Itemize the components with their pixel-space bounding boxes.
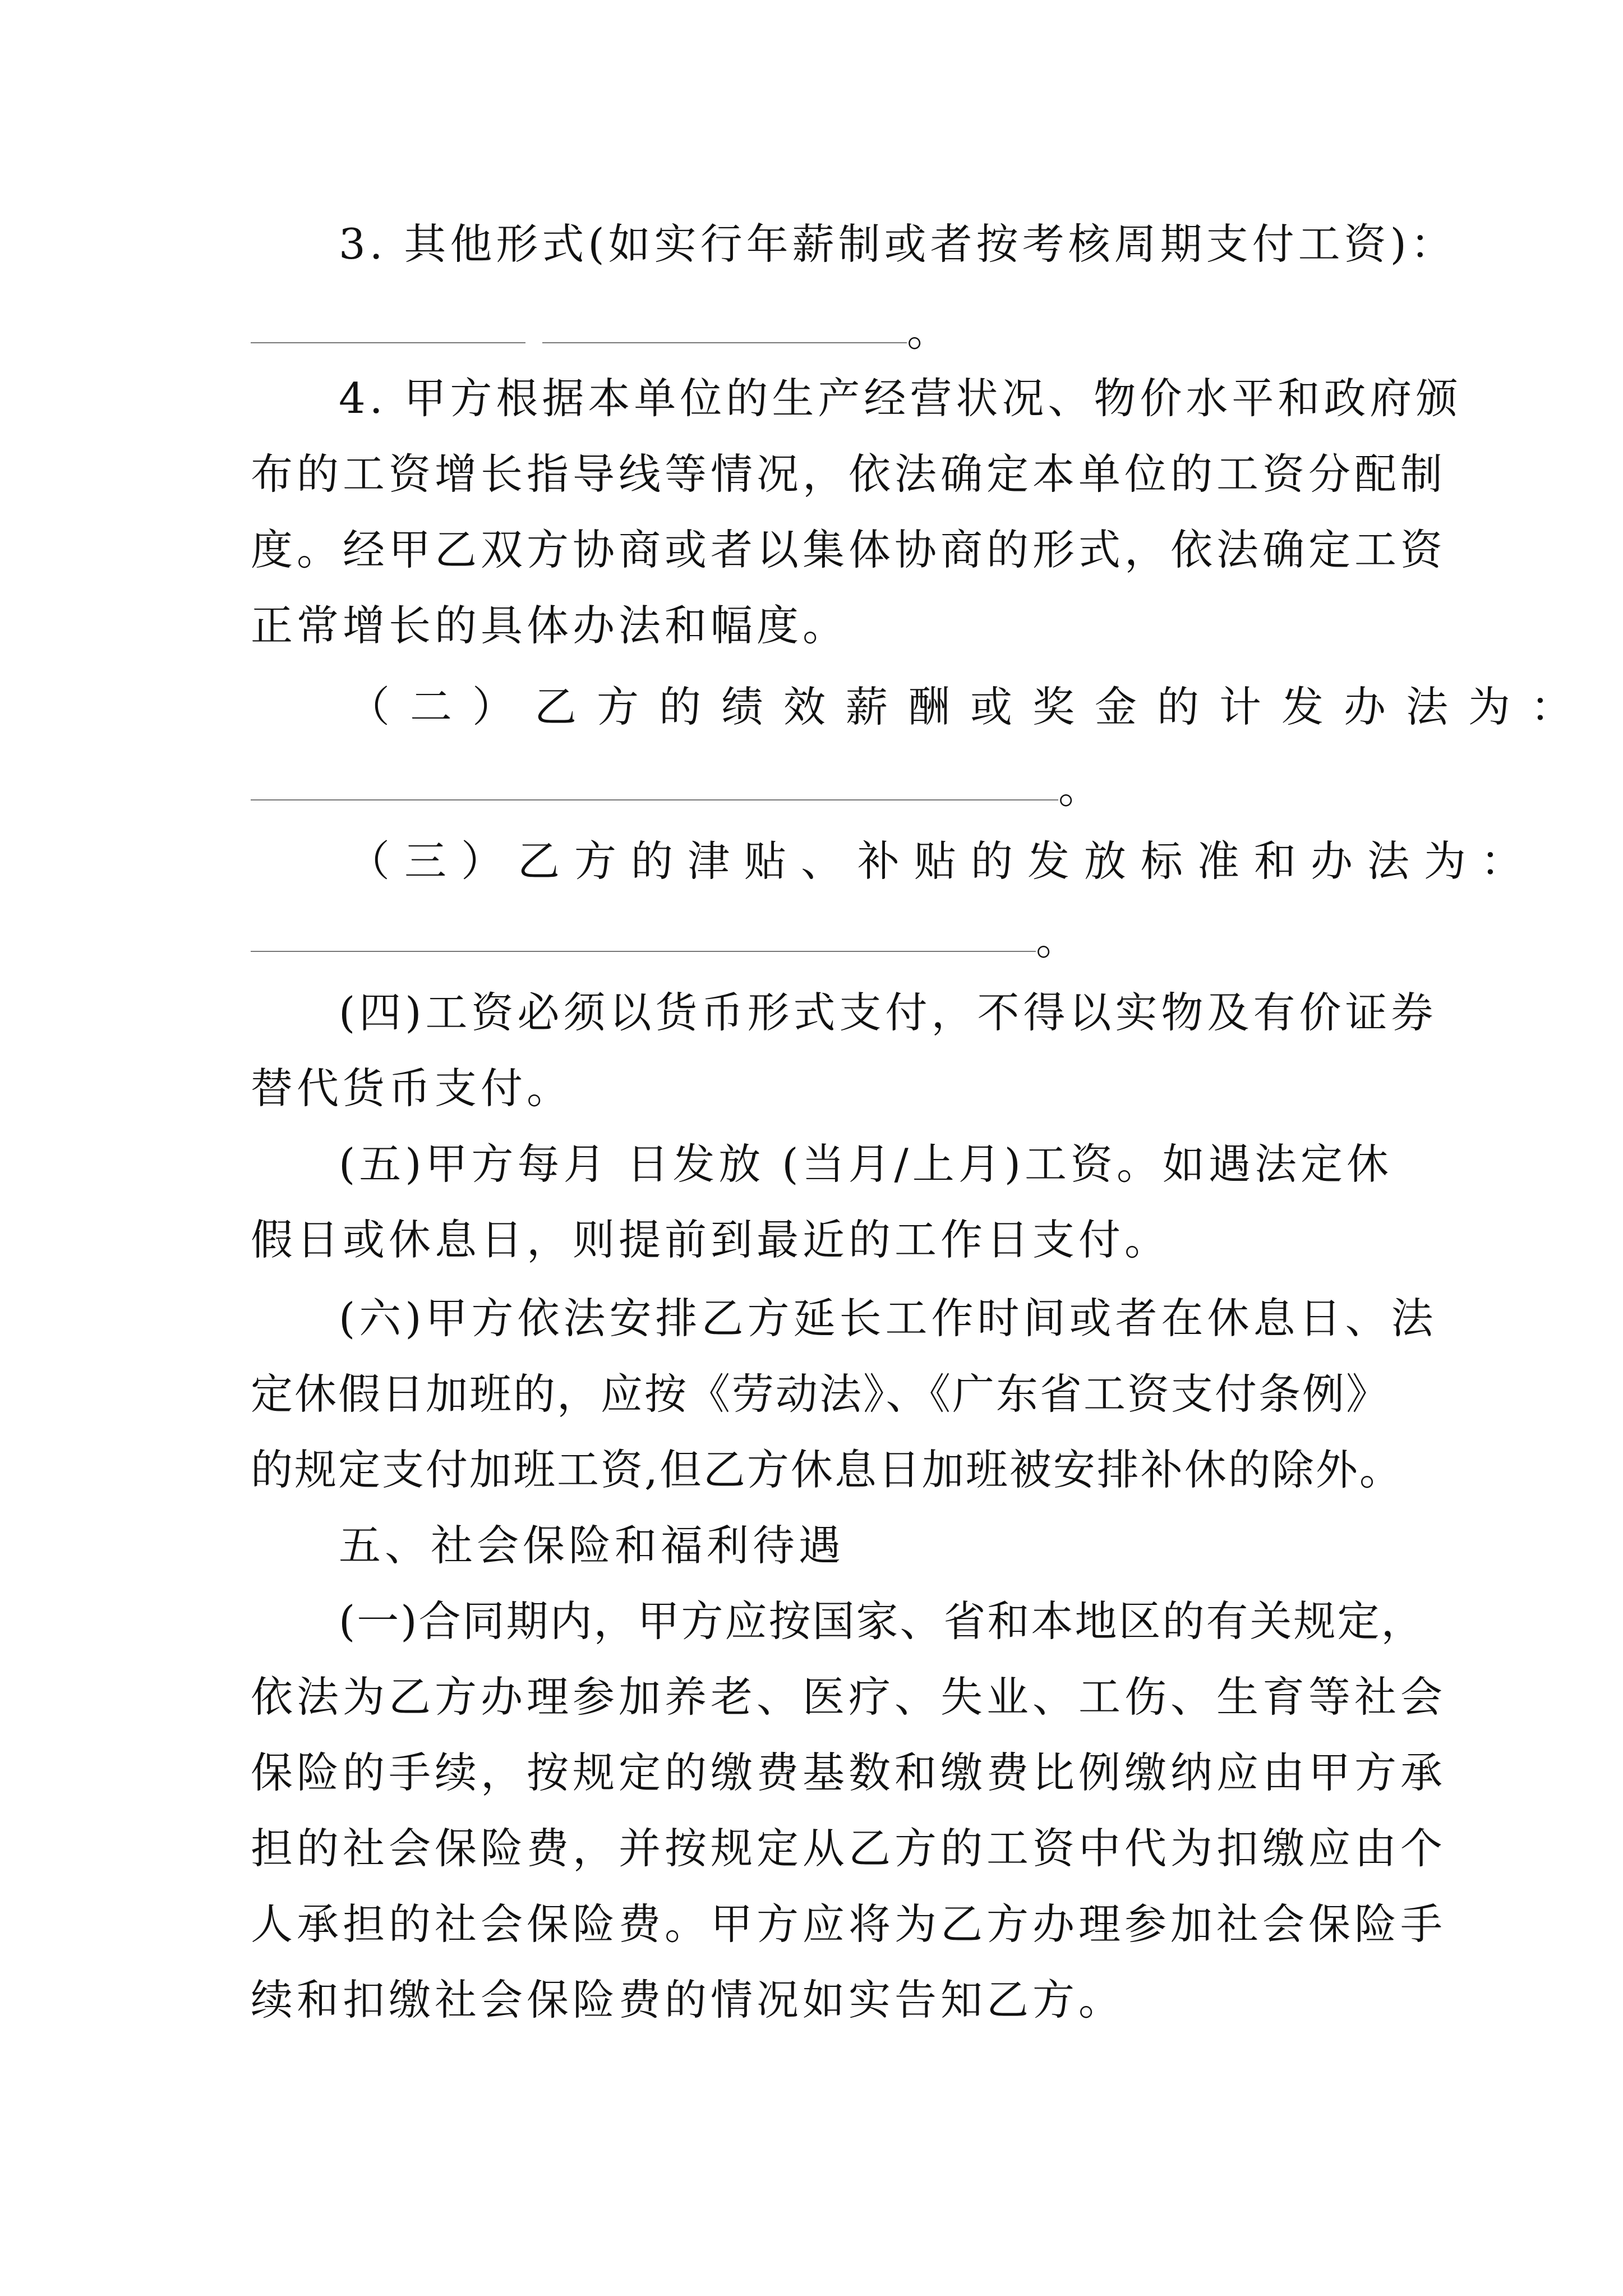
section-heading: 五、社会保险和福利待遇 (339, 1521, 845, 1570)
fill-in-line-1 (251, 303, 949, 359)
text-line-5: 度。经甲乙双方协商或者以集体协商的形式，依法确定工资 (251, 525, 1447, 574)
period-mark: 。 (1058, 763, 1101, 813)
text-line-11: (四)工资必须以货币形式支付，不得以实物及有价证券 (339, 988, 1437, 1037)
blank-underline (542, 342, 907, 343)
fill-in-line-2 (251, 760, 1100, 816)
blank-underline (251, 799, 1058, 800)
text-line-4: 布的工资增长指导线等情况，依法确定本单位的工资分配制 (251, 449, 1447, 499)
text-line-12: 替代货币支付。 (251, 1064, 573, 1113)
period-mark: 。 (907, 306, 949, 356)
text-line-6: 正常增长的具体办法和幅度。 (251, 601, 849, 650)
text-line-24: 续和扣缴社会保险费的情况如实告知乙方。 (251, 1975, 1125, 2024)
text-line-13: (五)甲方每月 日发放 (当月/上月)工资。如遇法定休 (339, 1139, 1393, 1189)
text-line-14: 假日或休息日，则提前到最近的工作日支付。 (251, 1215, 1171, 1264)
text-line-3: 4. 甲方根据本单位的生产经营状况、物价水平和政府颁 (339, 374, 1462, 423)
text-line-22: 担的社会保险费，并按规定从乙方的工资中代为扣缴应由个 (251, 1824, 1447, 1873)
period-mark: 。 (1036, 915, 1078, 964)
text-line-17: 的规定支付加班工资,但乙方休息日加班被安排补休的除外。 (251, 1445, 1403, 1494)
text-line-1: 3. 其他形式(如实行年薪制或者按考核周期支付工资)： (339, 219, 1456, 269)
text-line-9: （三）乙方的津贴、补贴的发放标准和办法为： (348, 836, 1538, 886)
blank-underline (251, 342, 525, 343)
fill-in-line-3 (251, 912, 1078, 968)
text-line-21: 保险的手续，按规定的缴费基数和缴费比例缴纳应由甲方承 (251, 1748, 1447, 1797)
text-line-7: （二）乙方的绩效薪酬或奖金的计发办法为： (348, 682, 1593, 731)
text-line-15: (六)甲方依法安排乙方延长工作时间或者在休息日、法 (339, 1294, 1437, 1343)
text-line-23: 人承担的社会保险费。甲方应将为乙方办理参加社会保险手 (251, 1899, 1447, 1949)
text-line-20: 依法为乙方办理参加养老、医疗、失业、工伤、生育等社会 (251, 1672, 1447, 1722)
text-line-16: 定休假日加班的，应按《劳动法》、《广东省工资支付条例》 (251, 1369, 1390, 1419)
blank-underline (251, 951, 1036, 952)
text-line-19: (一)合同期内，甲方应按国家、省和本地区的有关规定， (339, 1596, 1425, 1646)
